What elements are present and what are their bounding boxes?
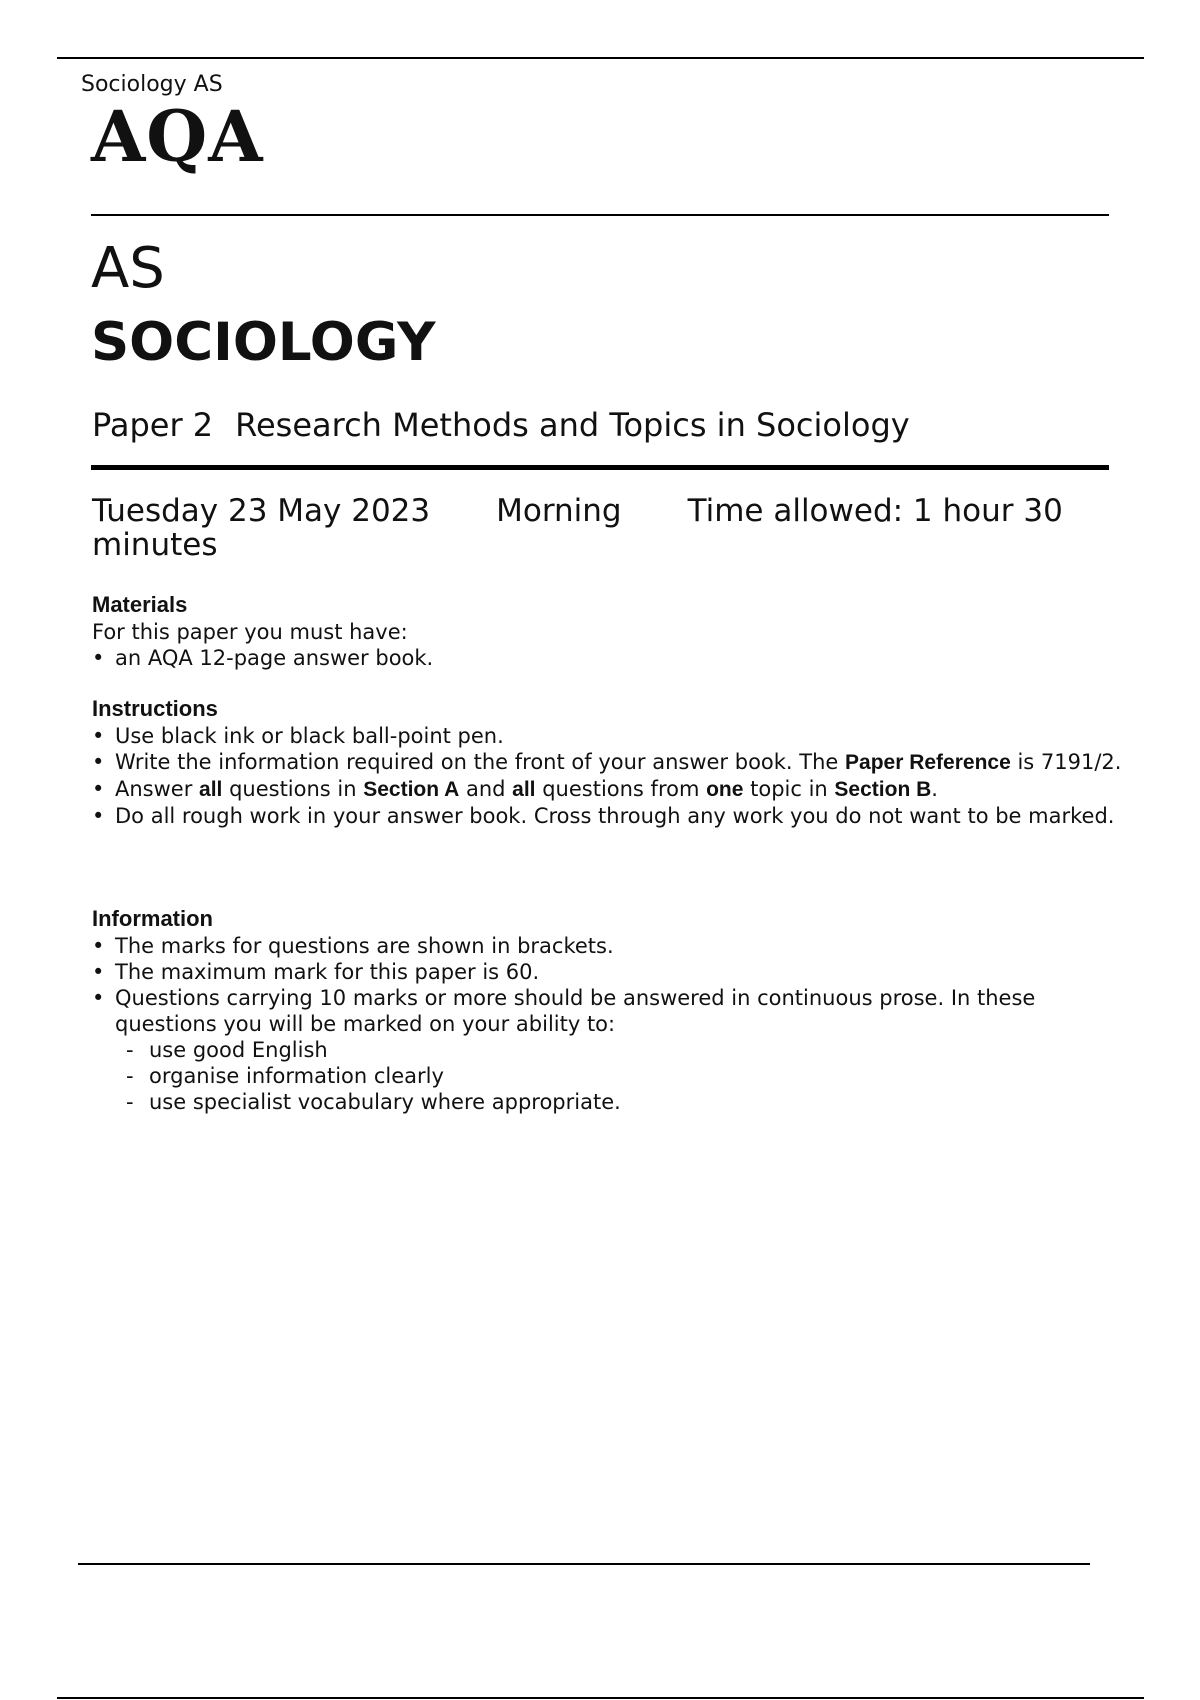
information-section (92, 906, 1122, 1115)
text-run: topic in (743, 777, 835, 801)
list-item (92, 749, 1122, 776)
top-rule (57, 57, 1144, 59)
exam-details (92, 494, 1112, 562)
time-allowed: Time allowed: 1 hour 30 minutes (92, 493, 1063, 563)
emphasis: one (706, 778, 744, 801)
text-run: Write the information required on the front of your answer book. The (115, 750, 846, 774)
paper-name: Research Methods and Topics in Sociology (235, 406, 910, 444)
list-item: • Do all rough work in your answer book. Cross through any work you do not want to be marked. (92, 803, 1122, 829)
list-item: - use good English (126, 1037, 1122, 1063)
materials-intro: For this paper you must have: (92, 620, 408, 644)
materials-section (92, 592, 1122, 671)
exam-session: Morning (496, 493, 622, 529)
qualification-level: AS (91, 236, 165, 301)
emphasis: Section A (363, 778, 460, 801)
text-run: . (931, 777, 938, 801)
text-run: questions in (222, 777, 364, 801)
emphasis: all (199, 778, 223, 801)
list-item: - organise information clearly (126, 1063, 1122, 1089)
emphasis: Section B (834, 778, 932, 801)
paper-title (92, 406, 910, 444)
information-list (92, 933, 1122, 1115)
information-heading: Information (92, 906, 213, 931)
emphasis: all (512, 778, 536, 801)
list-item: • an AQA 12-page answer book. (92, 645, 1122, 671)
instructions-section (92, 696, 1122, 829)
list-item: • Use black ink or black ball-point pen. (92, 723, 1122, 749)
text-run: is 7191/2. (1010, 750, 1122, 774)
text-run: Answer (115, 777, 200, 801)
paper-reference-label: Paper Reference (845, 751, 1011, 774)
list-item: - use specialist vocabulary where appropriate. (126, 1089, 1122, 1115)
running-header: Sociology AS (81, 72, 223, 97)
header-rule (91, 214, 1109, 216)
footer-rule (78, 1563, 1090, 1565)
materials-list (92, 645, 1122, 671)
list-item: • The marks for questions are shown in brackets. (92, 933, 1122, 959)
materials-heading: Materials (92, 592, 188, 617)
ability-list (115, 1037, 1122, 1115)
instructions-list (92, 723, 1122, 829)
list-item: • The maximum mark for this paper is 60. (92, 959, 1122, 985)
list-item (92, 985, 1122, 1115)
aqa-logo: AQA (91, 95, 264, 178)
exam-date: Tuesday 23 May 2023 (92, 493, 431, 529)
list-item (92, 776, 1122, 803)
title-rule (91, 465, 1109, 470)
bottom-rule (57, 1697, 1144, 1699)
text-run: Questions carrying 10 marks or more should be answered in continuous prose. In these questions you will be marked on your ability to: (115, 986, 1036, 1036)
text-run: and (459, 777, 513, 801)
instructions-heading: Instructions (92, 696, 218, 721)
paper-number: Paper 2 (92, 406, 214, 444)
text-run: questions from (535, 777, 707, 801)
subject-title: SOCIOLOGY (91, 312, 436, 373)
